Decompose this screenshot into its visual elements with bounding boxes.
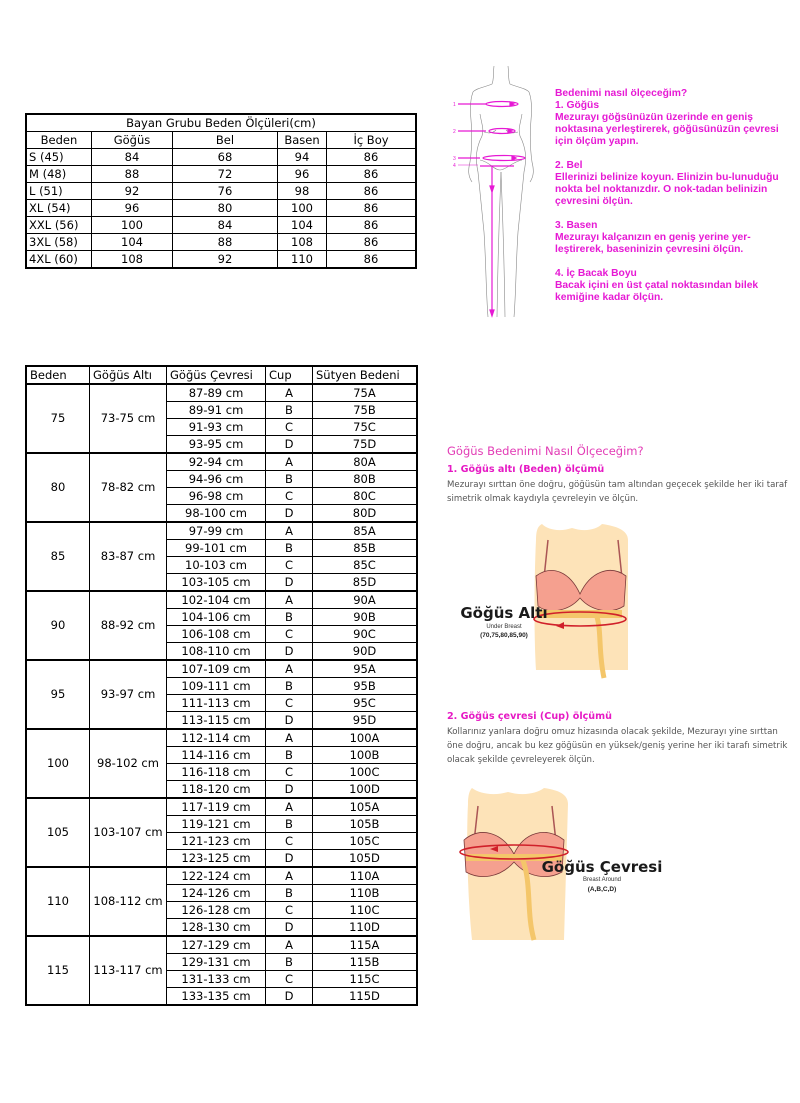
instruction-4-text: Bacak içini en üst çatal noktasından bilek kemiğine kadar ölçün.: [555, 280, 759, 303]
cell-basen: 98: [278, 183, 327, 200]
bra-table-row: [26, 591, 417, 609]
bra-table-row: [26, 729, 417, 747]
instruction-4-heading: 4. İç Bacak Boyu: [555, 268, 637, 279]
cell-bust: 123-125 cm: [167, 850, 266, 868]
cell-bra-size: 105A: [313, 798, 418, 816]
cell-band-size: 115: [26, 936, 90, 1005]
cell-bra-size: 75A: [313, 384, 418, 402]
cell-bel: 76: [173, 183, 278, 200]
measurement-instructions: [555, 88, 795, 316]
cell-cup: C: [266, 971, 313, 988]
breast-around-label: Göğüs Çevresi: [541, 858, 662, 876]
cell-bust: 122-124 cm: [167, 867, 266, 885]
cell-cup: A: [266, 867, 313, 885]
cell-gogus: 84: [92, 149, 173, 166]
instruction-2-text: Ellerinizi belinize koyun. Elinizin bu-lunuduğu nokta bel noktanızdır. O nok-tadan belinizin çevresini ölçün.: [555, 172, 779, 207]
cell-bra-size: 75D: [313, 436, 418, 454]
marker-4: 4: [453, 163, 456, 169]
cell-cup: D: [266, 505, 313, 523]
cell-bust: 104-106 cm: [167, 609, 266, 626]
cell-bra-size: 95B: [313, 678, 418, 695]
cell-bra-size: 95A: [313, 660, 418, 678]
instruction-3-heading: 3. Basen: [555, 220, 598, 231]
cell-cup: C: [266, 626, 313, 643]
cell-basen: 110: [278, 251, 327, 269]
bra-table-row: [26, 453, 417, 471]
header-gogus: Göğüs: [92, 132, 173, 149]
step2-text: Kollarınız yanlara doğru omuz hizasında olacak şekilde, Mezurayı yine sırttan öne doğru, ancak bu kez göğüsün en yüksek/geniş yerine her iki tarafı simetrik olacak şekilde çevreleyerek ölçün.: [447, 727, 788, 765]
cell-bra-size: 95C: [313, 695, 418, 712]
cell-bra-size: 110A: [313, 867, 418, 885]
cell-beden: XXL (56): [26, 217, 92, 234]
cell-basen: 104: [278, 217, 327, 234]
cell-cup: A: [266, 384, 313, 402]
cell-bust: 92-94 cm: [167, 453, 266, 471]
header-cup: Cup: [266, 366, 313, 384]
cell-under-bust: 113-117 cm: [90, 936, 167, 1005]
cell-bust: 93-95 cm: [167, 436, 266, 454]
cell-bust: 106-108 cm: [167, 626, 266, 643]
cell-bra-size: 85D: [313, 574, 418, 592]
under-breast-illustration: [452, 520, 642, 680]
cell-ic-boy: 86: [327, 149, 417, 166]
cell-bust: 112-114 cm: [167, 729, 266, 747]
cell-ic-boy: 86: [327, 251, 417, 269]
size-table-row: [26, 200, 416, 217]
cell-bust: 98-100 cm: [167, 505, 266, 523]
cell-bel: 84: [173, 217, 278, 234]
cell-gogus: 96: [92, 200, 173, 217]
cell-bra-size: 80D: [313, 505, 418, 523]
cell-bra-size: 110B: [313, 885, 418, 902]
women-size-table: [25, 113, 417, 269]
bra-table-row: [26, 384, 417, 402]
cell-cup: C: [266, 488, 313, 505]
cell-bra-size: 115A: [313, 936, 418, 954]
cell-cup: C: [266, 419, 313, 436]
cell-bust: 117-119 cm: [167, 798, 266, 816]
cell-cup: B: [266, 747, 313, 764]
cell-bust: 109-111 cm: [167, 678, 266, 695]
cell-bel: 72: [173, 166, 278, 183]
cell-cup: A: [266, 591, 313, 609]
cell-cup: D: [266, 643, 313, 661]
cell-gogus: 104: [92, 234, 173, 251]
cell-under-bust: 93-97 cm: [90, 660, 167, 729]
bra-table-row: [26, 867, 417, 885]
cell-bust: 97-99 cm: [167, 522, 266, 540]
cell-bra-size: 100C: [313, 764, 418, 781]
bra-table-row: [26, 936, 417, 954]
cell-cup: C: [266, 902, 313, 919]
breast-around-sublabel: Breast Around: [582, 877, 622, 883]
cell-cup: A: [266, 660, 313, 678]
cell-cup: A: [266, 453, 313, 471]
cell-beden: S (45): [26, 149, 92, 166]
cell-cup: D: [266, 574, 313, 592]
cell-basen: 100: [278, 200, 327, 217]
cell-ic-boy: 86: [327, 217, 417, 234]
marker-3: 3: [453, 156, 456, 162]
cell-cup: D: [266, 919, 313, 937]
cell-under-bust: 83-87 cm: [90, 522, 167, 591]
header-bel: Bel: [173, 132, 278, 149]
bra-table-row: [26, 798, 417, 816]
cell-cup: D: [266, 781, 313, 799]
bra-table-row: [26, 522, 417, 540]
cell-beden: 3XL (58): [26, 234, 92, 251]
cell-bra-size: 100A: [313, 729, 418, 747]
cell-under-bust: 98-102 cm: [90, 729, 167, 798]
cell-bust: 128-130 cm: [167, 919, 266, 937]
cell-cup: D: [266, 850, 313, 868]
cell-beden: M (48): [26, 166, 92, 183]
cell-under-bust: 73-75 cm: [90, 384, 167, 453]
cell-bust: 103-105 cm: [167, 574, 266, 592]
cell-bust: 96-98 cm: [167, 488, 266, 505]
body-measurement-figure: [450, 62, 550, 324]
breast-around-sizes: (A,B,C,D): [587, 886, 617, 893]
cell-bra-size: 85C: [313, 557, 418, 574]
cell-bra-size: 110D: [313, 919, 418, 937]
size-table-title: Bayan Grubu Beden Ölçüleri(cm): [26, 114, 416, 132]
cell-bust: 91-93 cm: [167, 419, 266, 436]
cell-bra-size: 105D: [313, 850, 418, 868]
cell-bust: 116-118 cm: [167, 764, 266, 781]
cell-basen: 94: [278, 149, 327, 166]
cell-cup: C: [266, 695, 313, 712]
cell-bra-size: 115B: [313, 954, 418, 971]
cell-bust: 129-131 cm: [167, 954, 266, 971]
cell-bel: 68: [173, 149, 278, 166]
marker-1: 1: [453, 102, 456, 108]
size-table-row: [26, 166, 416, 183]
instruction-1-heading: 1. Göğüs: [555, 100, 600, 111]
step1-heading: 1. Göğüs altı (Beden) ölçümü: [447, 464, 605, 475]
cell-under-bust: 103-107 cm: [90, 798, 167, 867]
cell-cup: C: [266, 764, 313, 781]
under-breast-label: Göğüs Altı: [460, 604, 548, 622]
cell-cup: A: [266, 729, 313, 747]
cell-bust: 108-110 cm: [167, 643, 266, 661]
size-table-header-row: [26, 132, 416, 149]
bra-table-row: [26, 660, 417, 678]
cell-bra-size: 85A: [313, 522, 418, 540]
size-table-row: [26, 234, 416, 251]
size-table-row: [26, 149, 416, 166]
cell-bra-size: 110C: [313, 902, 418, 919]
cell-bust: 131-133 cm: [167, 971, 266, 988]
cell-gogus: 100: [92, 217, 173, 234]
cell-bra-size: 80B: [313, 471, 418, 488]
cell-bra-size: 100D: [313, 781, 418, 799]
instruction-3-text: Mezurayı kalçanızın en geniş yerine yer-leştirerek, baseninizin çevresini ölçün.: [555, 232, 751, 255]
bra-guide-title: Göğüs Bedenimi Nasıl Ölçeceğim?: [447, 444, 644, 458]
cell-bel: 92: [173, 251, 278, 269]
cell-band-size: 100: [26, 729, 90, 798]
cell-cup: B: [266, 471, 313, 488]
size-table-row: [26, 183, 416, 200]
step1-text: Mezurayı sırttan öne doğru, göğüsün tam altından geçecek şekilde her iki taraf simetrik olmak kaydıyla çevreleyin ve ölçün.: [447, 480, 788, 504]
cell-under-bust: 78-82 cm: [90, 453, 167, 522]
cell-basen: 96: [278, 166, 327, 183]
cell-bra-size: 90B: [313, 609, 418, 626]
bra-size-table: [25, 365, 418, 1006]
cell-band-size: 95: [26, 660, 90, 729]
step2-heading: 2. Göğüs çevresi (Cup) ölçümü: [447, 711, 612, 722]
cell-bust: 127-129 cm: [167, 936, 266, 954]
cell-bra-size: 75C: [313, 419, 418, 436]
cell-band-size: 75: [26, 384, 90, 453]
size-table-row: [26, 217, 416, 234]
cell-cup: B: [266, 402, 313, 419]
cell-basen: 108: [278, 234, 327, 251]
cell-beden: L (51): [26, 183, 92, 200]
cell-cup: D: [266, 988, 313, 1006]
cell-cup: C: [266, 557, 313, 574]
cell-cup: B: [266, 816, 313, 833]
cell-bust: 114-116 cm: [167, 747, 266, 764]
cell-bust: 107-109 cm: [167, 660, 266, 678]
cell-bra-size: 115D: [313, 988, 418, 1006]
header-basen: Basen: [278, 132, 327, 149]
cell-bra-size: 115C: [313, 971, 418, 988]
cell-bust: 126-128 cm: [167, 902, 266, 919]
cell-band-size: 90: [26, 591, 90, 660]
cell-gogus: 92: [92, 183, 173, 200]
cell-bra-size: 80A: [313, 453, 418, 471]
cell-bel: 88: [173, 234, 278, 251]
cell-band-size: 85: [26, 522, 90, 591]
cell-bra-size: 90D: [313, 643, 418, 661]
cell-bra-size: 105C: [313, 833, 418, 850]
breast-around-illustration: [452, 782, 662, 942]
cell-cup: D: [266, 712, 313, 730]
cell-gogus: 88: [92, 166, 173, 183]
cell-cup: C: [266, 833, 313, 850]
cell-ic-boy: 86: [327, 166, 417, 183]
cell-bust: 10-103 cm: [167, 557, 266, 574]
cell-ic-boy: 86: [327, 234, 417, 251]
instruction-1-text: Mezurayı göğsünüzün üzerinde en geniş noktasına yerleştirerek, göğüsünüzün çevresi için ölçüm yapın.: [555, 112, 779, 147]
cell-bra-size: 75B: [313, 402, 418, 419]
under-breast-sizes: (70,75,80,85,90): [480, 632, 528, 639]
cell-under-bust: 108-112 cm: [90, 867, 167, 936]
cell-bust: 102-104 cm: [167, 591, 266, 609]
cell-bust: 111-113 cm: [167, 695, 266, 712]
cell-bra-size: 95D: [313, 712, 418, 730]
cell-bust: 87-89 cm: [167, 384, 266, 402]
cell-under-bust: 88-92 cm: [90, 591, 167, 660]
cell-cup: B: [266, 609, 313, 626]
cell-bust: 113-115 cm: [167, 712, 266, 730]
header-sutyen-bedeni: Sütyen Bedeni: [313, 366, 418, 384]
cell-bra-size: 80C: [313, 488, 418, 505]
cell-band-size: 110: [26, 867, 90, 936]
cell-bust: 118-120 cm: [167, 781, 266, 799]
cell-bra-size: 105B: [313, 816, 418, 833]
cell-bust: 119-121 cm: [167, 816, 266, 833]
size-table-row: [26, 251, 416, 269]
cell-cup: A: [266, 522, 313, 540]
cell-band-size: 80: [26, 453, 90, 522]
cell-cup: D: [266, 436, 313, 454]
cell-cup: A: [266, 798, 313, 816]
cell-bust: 121-123 cm: [167, 833, 266, 850]
cell-ic-boy: 86: [327, 183, 417, 200]
cell-cup: B: [266, 954, 313, 971]
header-beden: Beden: [26, 366, 90, 384]
cell-ic-boy: 86: [327, 200, 417, 217]
header-gogus-alti: Göğüs Altı: [90, 366, 167, 384]
cell-beden: XL (54): [26, 200, 92, 217]
cell-bust: 124-126 cm: [167, 885, 266, 902]
cell-bra-size: 90A: [313, 591, 418, 609]
cell-band-size: 105: [26, 798, 90, 867]
bra-measurement-guide: [447, 444, 792, 506]
cell-bust: 89-91 cm: [167, 402, 266, 419]
header-beden: Beden: [26, 132, 92, 149]
cell-bust: 94-96 cm: [167, 471, 266, 488]
measurement-lines: [458, 102, 525, 317]
bra-table-header-row: [26, 366, 417, 384]
bra-guide-step2: [447, 711, 792, 767]
cell-gogus: 108: [92, 251, 173, 269]
instructions-title: Bedenimi nasıl ölçeceğim?: [555, 88, 688, 99]
cell-cup: B: [266, 678, 313, 695]
cell-beden: 4XL (60): [26, 251, 92, 269]
cell-cup: B: [266, 540, 313, 557]
cell-cup: A: [266, 936, 313, 954]
cell-bel: 80: [173, 200, 278, 217]
cell-bra-size: 90C: [313, 626, 418, 643]
header-gogus-cevresi: Göğüs Çevresi: [167, 366, 266, 384]
cell-bra-size: 100B: [313, 747, 418, 764]
cell-bust: 133-135 cm: [167, 988, 266, 1006]
header-ic-boy: İç Boy: [327, 132, 417, 149]
cell-bust: 99-101 cm: [167, 540, 266, 557]
cell-cup: B: [266, 885, 313, 902]
marker-2: 2: [453, 129, 456, 135]
cell-bra-size: 85B: [313, 540, 418, 557]
instruction-2-heading: 2. Bel: [555, 160, 583, 171]
under-breast-sublabel: Under Breast: [486, 624, 522, 630]
